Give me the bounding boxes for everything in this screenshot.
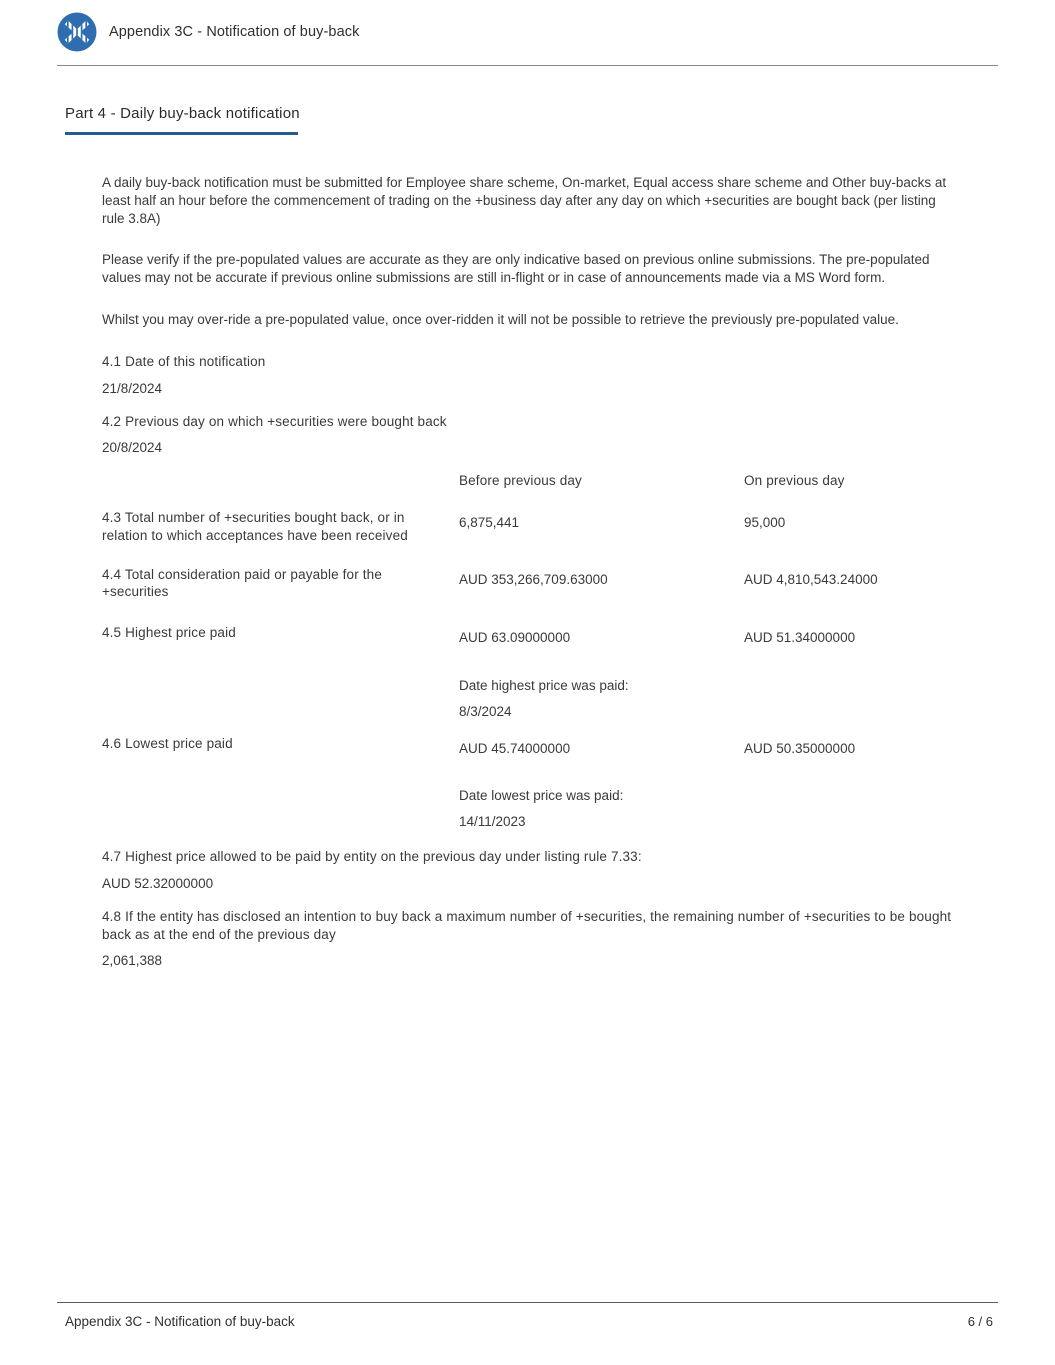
intro-paragraph-3: Whilst you may over-ride a pre-populated value, once over-ridden it will not be possible to retrieve the previously pre-populated value. bbox=[102, 312, 899, 328]
document-header bbox=[57, 12, 998, 66]
footer-title: Appendix 3C - Notification of buy-back bbox=[65, 1314, 295, 1329]
date-lowest-price-label: Date lowest price was paid: bbox=[459, 788, 624, 804]
question-4-7-value: AUD 52.32000000 bbox=[102, 875, 214, 891]
value-4-6-before: AUD 45.74000000 bbox=[459, 740, 571, 756]
question-4-3-label: 4.3 Total number of +securities bought back, or in relation to which acceptances have been received bbox=[102, 509, 408, 543]
value-4-4-before: AUD 353,266,709.63000 bbox=[459, 571, 608, 587]
question-4-1-label: 4.1 Date of this notification bbox=[102, 353, 266, 369]
question-4-2-label: 4.2 Previous day on which +securities were bought back bbox=[102, 413, 447, 429]
value-4-4-on: AUD 4,810,543.24000 bbox=[744, 571, 878, 587]
asx-logo-icon bbox=[57, 12, 97, 52]
value-4-5-before: AUD 63.09000000 bbox=[459, 630, 571, 646]
date-lowest-price-value: 14/11/2023 bbox=[459, 814, 526, 830]
header-title: Appendix 3C - Notification of buy-back bbox=[109, 24, 360, 40]
question-4-7-label: 4.7 Highest price allowed to be paid by entity on the previous day under listing rule 7.33: bbox=[102, 849, 642, 865]
table-row-4-5-date-value bbox=[102, 703, 958, 721]
question-4-5-label: 4.5 Highest price paid bbox=[102, 625, 236, 641]
question-4-6-label: 4.6 Lowest price paid bbox=[102, 735, 233, 751]
table-row-4-6 bbox=[102, 735, 958, 758]
part4-heading-underline bbox=[65, 132, 298, 135]
table-row-4-6-date-label bbox=[102, 787, 958, 805]
table-header-row bbox=[102, 472, 958, 490]
question-4-1-value: 21/8/2024 bbox=[102, 380, 163, 396]
value-4-3-before: 6,875,441 bbox=[459, 514, 520, 530]
asx-logo-svg bbox=[57, 12, 97, 52]
document-footer bbox=[57, 1302, 998, 1329]
buyback-comparison-table bbox=[102, 472, 958, 831]
question-4-2 bbox=[102, 413, 958, 458]
question-4-8-value: 2,061,388 bbox=[102, 953, 163, 969]
intro-paragraph-2: Please verify if the pre-populated values are accurate as they are only indicative based on previous online submissions. The pre-populated values may not be accurate if previous online submissions are still in-flight or in case of announcements made via a MS Word form. bbox=[102, 252, 930, 286]
date-highest-price-value: 8/3/2024 bbox=[459, 703, 512, 719]
table-row-4-5-date-label bbox=[102, 677, 958, 695]
page-number: 6 / 6 bbox=[967, 1314, 993, 1329]
question-4-8-label: 4.8 If the entity has disclosed an intention to buy back a maximum number of +securities, the remaining number of +securities to be bought back as at the end of the previous day bbox=[102, 908, 952, 942]
question-4-7 bbox=[102, 848, 958, 893]
table-row-4-5 bbox=[102, 624, 958, 647]
column-header-before-previous-day: Before previous day bbox=[459, 473, 582, 489]
table-row-4-4 bbox=[102, 566, 958, 602]
question-4-1 bbox=[102, 353, 958, 398]
column-header-on-previous-day: On previous day bbox=[744, 473, 845, 489]
table-row-4-3 bbox=[102, 509, 958, 545]
value-4-3-on: 95,000 bbox=[744, 514, 786, 530]
table-row-4-6-date-value bbox=[102, 813, 958, 831]
value-4-6-on: AUD 50.35000000 bbox=[744, 740, 856, 756]
question-4-8 bbox=[102, 908, 958, 970]
date-highest-price-label: Date highest price was paid: bbox=[459, 678, 629, 693]
question-4-4-label: 4.4 Total consideration paid or payable for the +securities bbox=[102, 566, 382, 600]
part4-heading: Part 4 - Daily buy-back notification bbox=[65, 105, 300, 122]
intro-paragraph-1: A daily buy-back notification must be submitted for Employee share scheme, On-market, Equal access share scheme and Other buy-backs at least half an hour before the commencement of trading on the +business day after any day on which +securities are bought back (per listing rule 3.8A) bbox=[102, 175, 947, 226]
question-4-2-value: 20/8/2024 bbox=[102, 440, 163, 456]
part4-content bbox=[102, 174, 958, 970]
value-4-5-on: AUD 51.34000000 bbox=[744, 630, 856, 646]
